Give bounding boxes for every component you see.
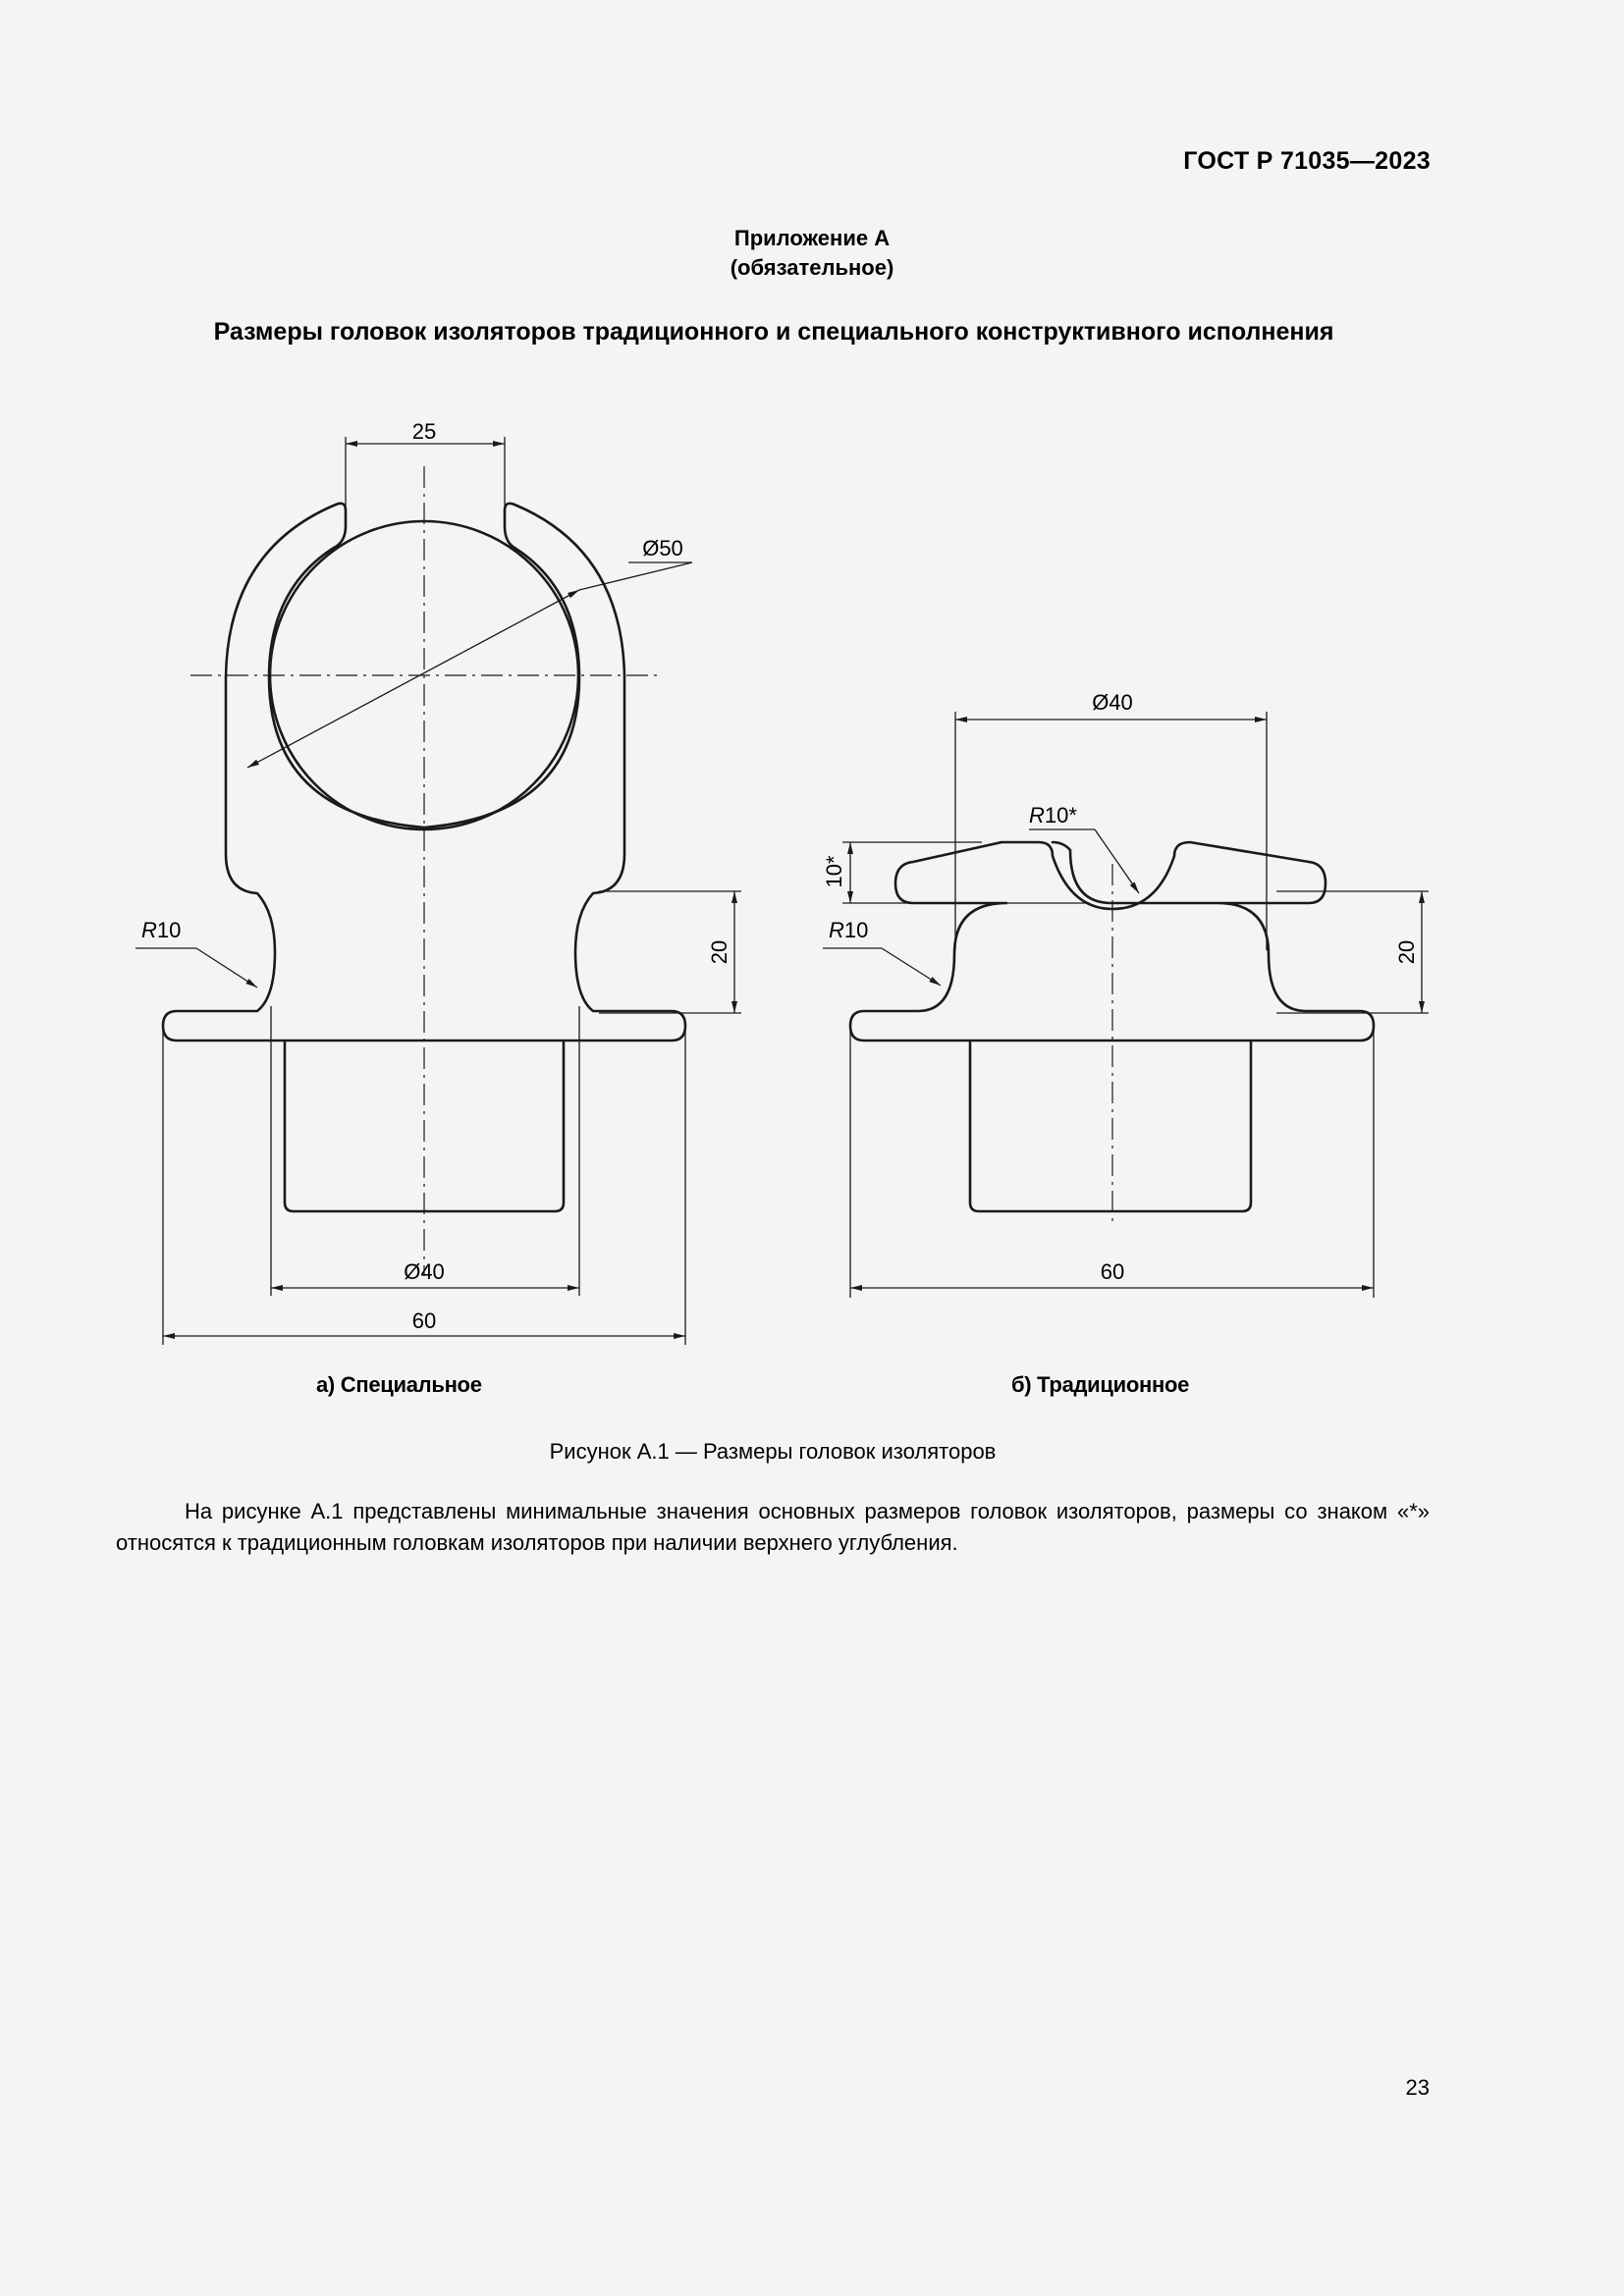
dim-a-60-text: 60 <box>411 1308 437 1333</box>
dim-b-10star-text: 10* <box>822 855 846 888</box>
figure-caption: Рисунок А.1 — Размеры головок изоляторов <box>549 1439 997 1464</box>
dim-a-r10-text: R10 <box>141 918 182 942</box>
dim-b-r10-text: R10 <box>829 918 869 942</box>
panel-a-drawing <box>135 419 741 1345</box>
appendix-status: (обязательное) <box>730 255 894 280</box>
dim-a-50-text: Ø50 <box>642 536 683 561</box>
dim-a-20-text: 20 <box>707 939 731 965</box>
panel-a-label: а) Специальное <box>316 1372 482 1397</box>
panel-b-shank <box>970 1042 1251 1211</box>
appendix-title: Приложение А <box>733 226 891 250</box>
page-number: 23 <box>1405 2075 1430 2100</box>
body-paragraph: На рисунке А.1 представлены минимальные значения основных размеров головок изоляторов, размеры со знаком «*» относятся к традиционным головкам изоляторов при наличии верхнего углубления. <box>116 1499 1430 1555</box>
section-title: Размеры головок изоляторов традиционного и специального конструктивного исполнения <box>213 318 1334 346</box>
dim-b-40-text: Ø40 <box>1092 690 1133 715</box>
dim-b-20-text: 20 <box>1394 939 1419 965</box>
panel-b-drawing <box>822 690 1429 1298</box>
dim-a-50-leader <box>247 590 579 768</box>
dim-b-60-text: 60 <box>1100 1259 1125 1284</box>
standard-id: ГОСТ Р 71035—2023 <box>1183 147 1431 175</box>
dim-a-25-text: 25 <box>411 419 437 444</box>
dim-b-r10star-text: R10* <box>1029 803 1077 828</box>
dim-a-40-text: Ø40 <box>404 1259 445 1284</box>
panel-b-label: б) Традиционное <box>1011 1372 1190 1397</box>
